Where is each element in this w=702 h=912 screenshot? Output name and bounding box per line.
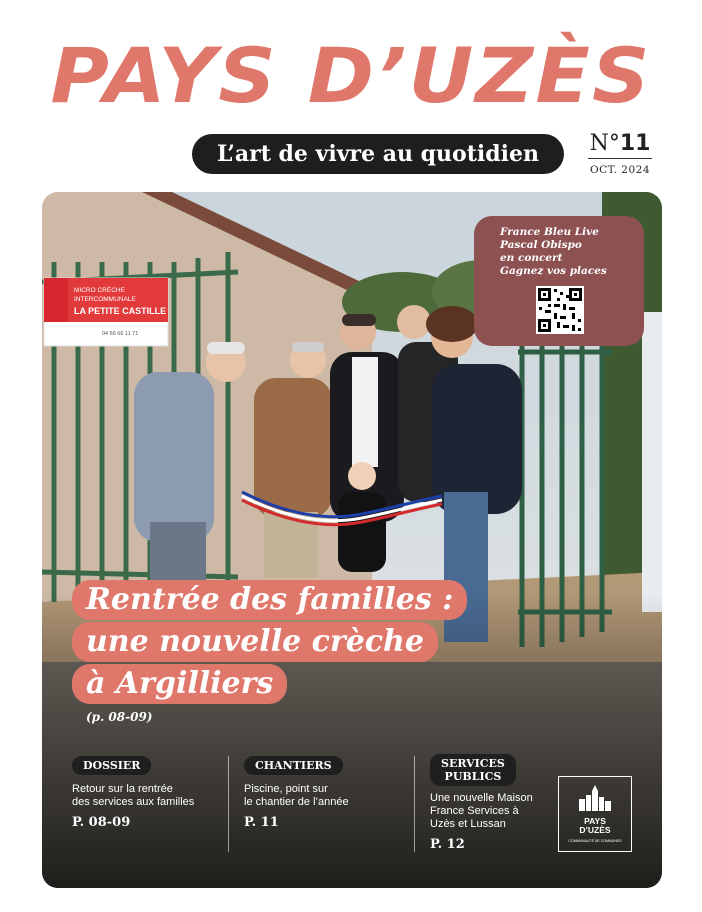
sign-text-2: INTERCOMMUNALE — [74, 296, 136, 303]
cover-headline — [72, 580, 467, 706]
section-chantiers[interactable] — [244, 754, 404, 830]
issue-number — [588, 132, 652, 159]
logo-subtitle: COMMUNAUTÉ DE COMMUNES — [568, 839, 622, 843]
town-skyline-icon — [559, 777, 631, 817]
section-dossier[interactable] — [72, 754, 222, 830]
section-page-services-publics: P. 12 — [430, 837, 465, 852]
section-desc-chantiers: Piscine, point sur le chantier de l’année — [244, 783, 349, 808]
sign-phone: 04 66 66 11 71 — [102, 331, 139, 337]
masthead-title: PAYS D’UZÈS — [50, 31, 652, 120]
tagline: L’art de vivre au quotidien — [192, 134, 564, 174]
section-services-publics[interactable] — [430, 754, 550, 852]
section-tag-services-publics — [430, 754, 516, 786]
section-desc-services-publics: Une nouvelle Maison France Services à Uzès et Lussan — [430, 792, 533, 830]
issue-prefix: N° — [589, 131, 620, 156]
section-tag-dossier: DOSSIER — [72, 756, 151, 775]
headline-line-2: une nouvelle crèche — [72, 622, 438, 662]
promo-line-2: Pascal Obispo — [500, 239, 582, 251]
logo-wordmark — [559, 817, 631, 835]
qr-code-icon[interactable] — [536, 286, 584, 334]
section-divider-1 — [228, 756, 229, 852]
headline-line-3: à Argilliers — [72, 664, 287, 704]
sign-text-3: LA PETITE CASTILLE — [74, 306, 167, 316]
tag-line-2: PUBLICS — [444, 770, 502, 783]
issue-date: OCT. 2024 — [590, 164, 650, 176]
issue-number-value: 11 — [619, 131, 651, 156]
pays-uzes-logo — [558, 776, 632, 852]
headline-line-1: Rentrée des familles : — [72, 580, 467, 620]
promo-bubble[interactable] — [474, 216, 644, 346]
promo-line-1: France Bleu Live — [500, 226, 599, 238]
section-page-chantiers: P. 11 — [244, 815, 279, 830]
section-divider-2 — [414, 756, 415, 852]
section-page-dossier: P. 08-09 — [72, 815, 131, 830]
logo-line-1: PAYS — [584, 816, 606, 826]
tag-line-1: SERVICES — [441, 757, 505, 770]
promo-line-3: en concert — [500, 252, 563, 264]
headline-page-ref: (p. 08-09) — [86, 710, 153, 724]
sign-text-1: MICRO CRÈCHE — [74, 287, 125, 294]
promo-line-4: Gagnez vos places — [500, 265, 607, 277]
logo-line-2: D’UZÈS — [579, 825, 611, 835]
promo-text — [474, 226, 607, 278]
section-desc-dossier: Retour sur la rentrée des services aux familles — [72, 783, 195, 808]
section-tag-chantiers: CHANTIERS — [244, 756, 343, 775]
